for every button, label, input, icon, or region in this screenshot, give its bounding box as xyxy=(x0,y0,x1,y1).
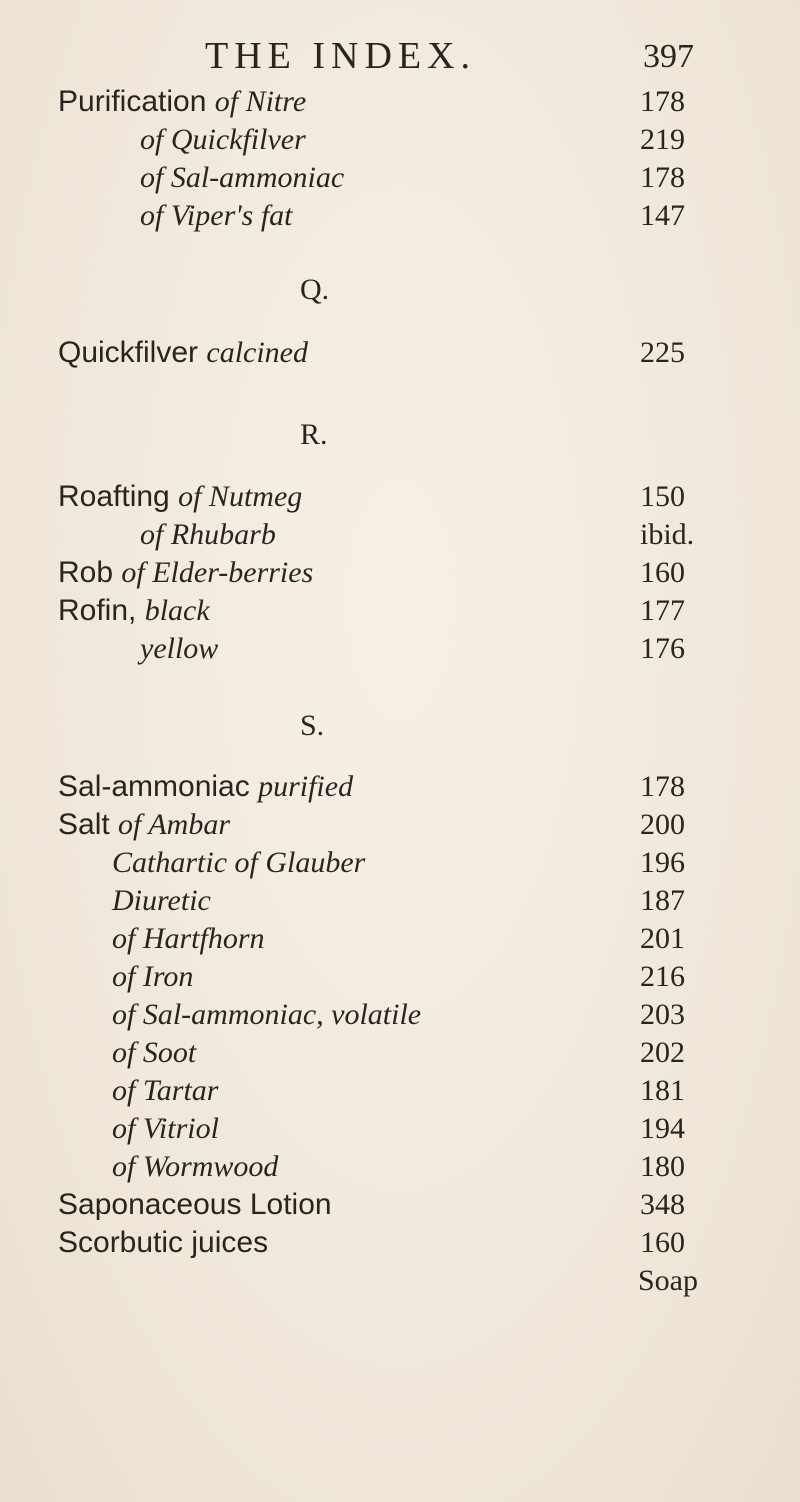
index-entry xyxy=(0,123,800,163)
entry-page: 202 xyxy=(640,1036,685,1069)
catchword: Soap xyxy=(638,1264,698,1297)
entry-qualifier: of Nutmeg xyxy=(178,480,303,513)
entry-term: Quickfilver xyxy=(58,336,199,369)
entry-term: Salt xyxy=(58,808,110,841)
entry-term: Roafting xyxy=(58,480,170,513)
entry-qualifier: of Soot xyxy=(112,1036,197,1069)
entry-page: 177 xyxy=(640,594,685,627)
index-entry xyxy=(0,884,800,924)
index-entry xyxy=(0,1150,800,1190)
entry-page: 201 xyxy=(640,922,685,955)
entry-qualifier: purified xyxy=(258,770,354,803)
entry-page: 225 xyxy=(640,336,685,369)
entry-page: 187 xyxy=(640,884,685,917)
entry-qualifier: Cathartic of Glauber xyxy=(112,846,366,879)
index-entry xyxy=(0,594,800,634)
entry-qualifier: of Sal-ammoniac xyxy=(140,161,345,194)
entry-qualifier: of Elder-berries xyxy=(121,556,314,589)
index-entry xyxy=(0,556,800,596)
entry-qualifier: of Nitre xyxy=(214,85,307,118)
entry-page: 160 xyxy=(640,1226,685,1259)
entry-qualifier: yellow xyxy=(140,632,219,665)
entry-page: 150 xyxy=(640,480,685,513)
section-letter-q: Q. xyxy=(300,273,330,306)
index-entry xyxy=(0,770,800,810)
index-entry xyxy=(0,518,800,558)
entry-term: Sal-ammoniac xyxy=(58,770,250,803)
entry-page: 203 xyxy=(640,998,685,1031)
entry-qualifier: of Wormwood xyxy=(112,1150,279,1183)
entry-term: Rob xyxy=(58,556,114,589)
entry-qualifier: of Hartfhorn xyxy=(112,922,265,955)
entry-page: 216 xyxy=(640,960,685,993)
entry-page: 200 xyxy=(640,808,685,841)
entry-page: 181 xyxy=(640,1074,685,1107)
entry-term: Rofin, xyxy=(58,594,137,627)
index-entry xyxy=(0,632,800,672)
index-entry xyxy=(0,161,800,201)
entry-term: Scorbutic juices xyxy=(58,1226,269,1259)
entry-term: Purification xyxy=(58,85,207,118)
index-entry xyxy=(0,998,800,1038)
entry-page: 176 xyxy=(640,632,685,665)
index-entry xyxy=(0,199,800,239)
index-entry xyxy=(0,1074,800,1114)
page-number: 397 xyxy=(643,38,694,75)
entry-page: 194 xyxy=(640,1112,685,1145)
index-entry xyxy=(0,1226,800,1266)
entry-qualifier: of Quickfilver xyxy=(140,123,306,156)
entry-page: 178 xyxy=(640,85,685,118)
entry-term: Saponaceous Lotion xyxy=(58,1188,332,1221)
entry-page: 180 xyxy=(640,1150,685,1183)
entry-page: ibid. xyxy=(640,518,695,551)
section-letter-r: R. xyxy=(300,418,328,451)
entry-qualifier: of Sal-ammoniac, volatile xyxy=(112,998,422,1031)
entry-qualifier: of Vitriol xyxy=(112,1112,219,1145)
entry-page: 160 xyxy=(640,556,685,589)
entry-qualifier: of Viper's fat xyxy=(140,199,293,232)
entry-page: 147 xyxy=(640,199,685,232)
entry-page: 178 xyxy=(640,770,685,803)
index-entry xyxy=(0,85,800,125)
entry-page: 178 xyxy=(640,161,685,194)
entry-qualifier: calcined xyxy=(206,336,308,369)
entry-page: 219 xyxy=(640,123,685,156)
index-entry xyxy=(0,846,800,886)
index-entry xyxy=(0,1036,800,1076)
entry-qualifier: Diuretic xyxy=(112,884,211,917)
entry-qualifier: of Rhubarb xyxy=(140,518,276,551)
index-entry xyxy=(0,480,800,520)
entry-qualifier: of Iron xyxy=(112,960,194,993)
index-entry xyxy=(0,960,800,1000)
entry-qualifier: black xyxy=(144,594,210,627)
index-entry xyxy=(0,808,800,848)
index-entry xyxy=(0,922,800,962)
section-letter-s: S. xyxy=(300,709,325,742)
index-entry xyxy=(0,1112,800,1152)
entry-page: 196 xyxy=(640,846,685,879)
index-entry xyxy=(0,336,800,376)
entry-qualifier: of Ambar xyxy=(118,808,231,841)
index-entry xyxy=(0,1188,800,1228)
entry-page: 348 xyxy=(640,1188,685,1221)
entry-qualifier: of Tartar xyxy=(112,1074,219,1107)
running-header: THE INDEX. xyxy=(205,35,477,77)
